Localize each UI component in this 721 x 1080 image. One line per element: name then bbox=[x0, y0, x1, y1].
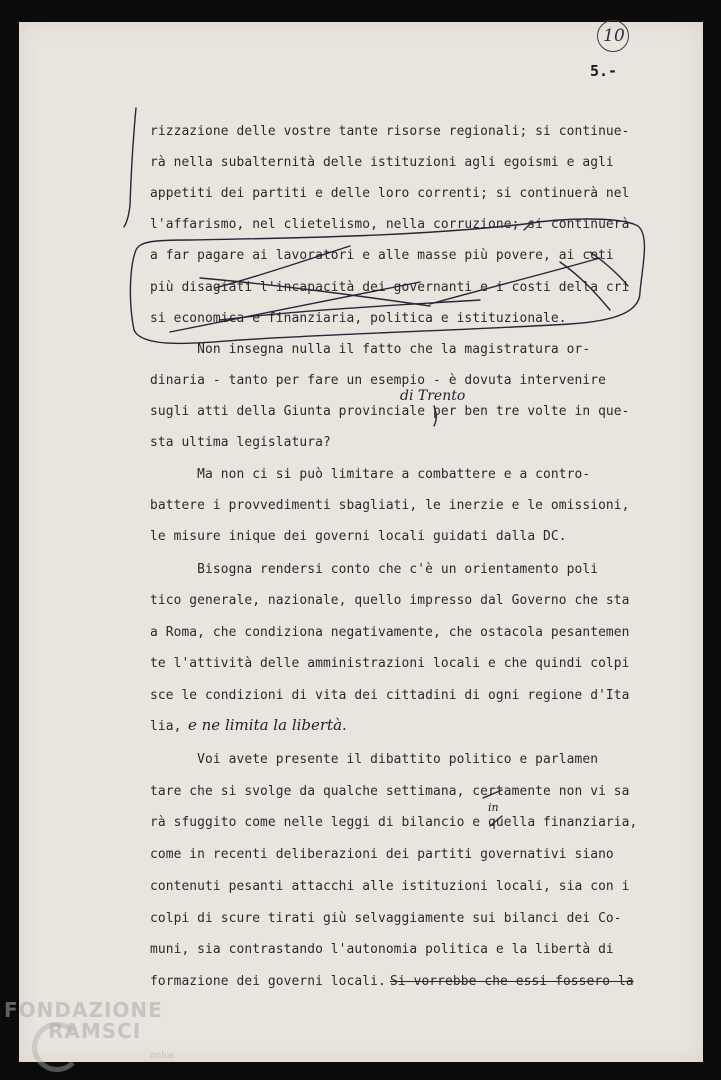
text-line: a far pagare ai lavoratori e alle masse più povere, ai ceti bbox=[150, 248, 614, 263]
text-line: come in recenti deliberazioni dei partiti governativi siano bbox=[150, 847, 614, 862]
text-line: formazione dei governi locali. bbox=[150, 974, 386, 989]
text-line: rà nella subalternità delle istituzioni agli egoismi e agli bbox=[150, 155, 614, 170]
text-line: muni, sia contrastando l'autonomia politica e la libertà di bbox=[150, 942, 614, 957]
text-line: sta ultima legislatura? bbox=[150, 435, 331, 450]
text-line: le misure inique dei governi locali guidati dalla DC. bbox=[150, 529, 567, 544]
handwritten-insert-liberta: e ne limita la libertà. bbox=[188, 716, 347, 734]
text-line: a Roma, che condiziona negativamente, che ostacola pesantemen bbox=[150, 625, 630, 640]
text-line: sce le condizioni di vita dei cittadini di ogni regione d'Ita bbox=[150, 688, 630, 703]
text-line: rizzazione delle vostre tante risorse regionali; si continue- bbox=[150, 124, 630, 139]
fondazione-gramsci-watermark bbox=[4, 998, 175, 1061]
handwritten-insert-trento: di Trento bbox=[400, 388, 466, 404]
watermark-line-2: RAMSCI bbox=[48, 1019, 142, 1043]
text-line: l'affarismo, nel clietelismo, nella corruzione; si continuerà bbox=[150, 217, 630, 232]
text-line: Voi avete presente il dibattito politico e parlamen bbox=[150, 752, 599, 767]
text-line: Ma non ci si può limitare a combattere e a contro- bbox=[150, 467, 591, 482]
handwritten-insert-in: in bbox=[488, 801, 499, 814]
watermark-g-icon bbox=[32, 1022, 82, 1072]
watermark-line-1: FONDAZIONE bbox=[4, 998, 163, 1022]
text-line: Non insegna nulla il fatto che la magistratura or- bbox=[150, 342, 591, 357]
text-line: lia, bbox=[150, 719, 182, 734]
text-line: appetiti dei partiti e delle loro correnti; si continuerà nel bbox=[150, 186, 630, 201]
text-line: più disagiati l'incapacità dei governanti e i costi della cri bbox=[150, 280, 630, 295]
text-line: dinaria - tanto per fare un esempio - è dovuta intervenire bbox=[150, 373, 606, 388]
text-line: rà sfuggito come nelle leggi di bilancio e quella finanziaria, bbox=[150, 815, 638, 830]
text-line: sugli atti della Giunta provinciale per ben tre volte in que- bbox=[150, 404, 630, 419]
struck-text: Si vorrebbe che essi fossero la bbox=[390, 974, 634, 989]
text-line: colpi di scure tirati giù selvaggiamente sui bilanci dei Co- bbox=[150, 911, 622, 926]
text-line: Bisogna rendersi conto che c'è un orientamento poli bbox=[150, 562, 599, 577]
text-line: si economica e finanziaria, politica e istituzionale. bbox=[150, 311, 567, 326]
text-line: te l'attività delle amministrazioni locali e che quindi colpi bbox=[150, 656, 630, 671]
text-line: contenuti pesanti attacchi alle istituzioni locali, sia con i bbox=[150, 879, 630, 894]
page-number: 5.- bbox=[590, 62, 618, 80]
archive-number: 10 bbox=[600, 22, 628, 50]
watermark-line-3: onlus bbox=[150, 1051, 175, 1061]
text-line: tare che si svolge da qualche settimana, certamente non vi sa bbox=[150, 784, 630, 799]
text-line: tico generale, nazionale, quello impresso dal Governo che sta bbox=[150, 593, 630, 608]
text-line: battere i provvedimenti sbagliati, le inerzie e le omissioni, bbox=[150, 498, 630, 513]
